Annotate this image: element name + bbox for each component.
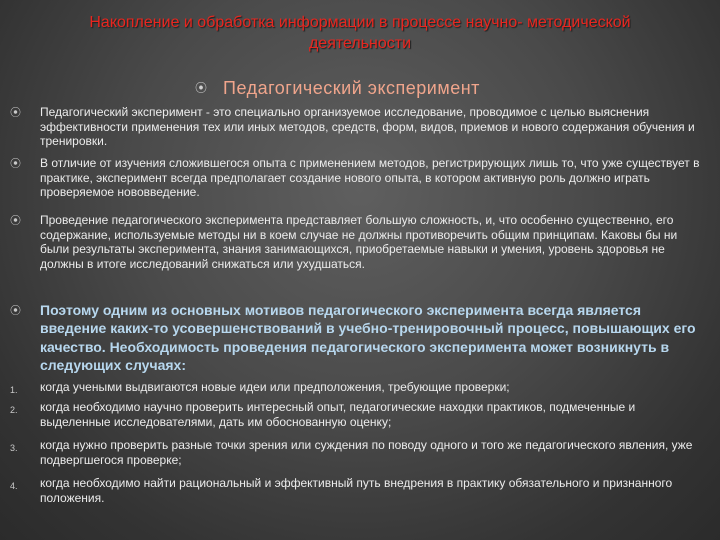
subheading [195, 78, 480, 98]
numbered-text: когда учеными выдвигаются новые идеи или предположения, требующие проверки; [40, 380, 510, 394]
bullet-icon: ⦿ [10, 305, 21, 317]
bullet-text: Педагогический эксперимент - это специально организуемое исследование, проводимое с целью выяснения эффективности применения тех или иных методов, средств, форм, видов, приемов и нового содержания обучения и тренировки. [40, 105, 695, 148]
item-number: 1. [10, 385, 18, 395]
bullet-icon: ⦿ [195, 81, 208, 95]
highlight-text: Поэтому одним из основных мотивов педагогического эксперимента всегда является введение каких-то усовершенствований в учебно-тренировочный процесс, повышающих его качество. Необходимость проведения педагогического эксперимента может возникнуть в следующих случаях: [40, 302, 696, 374]
item-number: 2. [10, 405, 18, 415]
numbered-text: когда необходимо научно проверить интересный опыт, педагогические находки практиков, подмеченные и выделенные исследователями, дать им обоснованную оценку; [40, 400, 636, 429]
slide-title: Накопление и обработка информации в процессе научно- методической деятельности [89, 14, 631, 52]
item-number: 3. [10, 443, 18, 453]
bullet-icon: ⦿ [10, 215, 21, 227]
subheading-text: Педагогический эксперимент [223, 78, 480, 98]
bullet-icon: ⦿ [10, 107, 21, 119]
bullet-text: Проведение педагогического эксперимента представляет большую сложность, и, что особенно существенно, его содержание, используемые методы ни в коем случае не должны противоречить общим принципам. Каковы бы ни были результаты эксперимента, знания занимающихся, приобретаемые навыки и умения, уровень здоровья не должны в итоге исследований снижаться или ухудшаться. [40, 213, 678, 271]
bullet-text: В отличие от изучения сложившегося опыта с применением методов, регистрирующих лишь то, что уже существует в практике, эксперимент всегда предполагает создание нового опыта, в котором активную роль должно играть проверяемое нововведение. [40, 156, 700, 199]
item-number: 4. [10, 481, 18, 491]
bullet-icon: ⦿ [10, 158, 21, 170]
numbered-text: когда необходимо найти рациональный и эффективный путь внедрения в практику обязательного и признанного положения. [40, 476, 673, 505]
numbered-text: когда нужно проверить разные точки зрения или суждения по поводу одного и того же педагогического явления, уже подвергшегося проверке; [40, 438, 693, 467]
